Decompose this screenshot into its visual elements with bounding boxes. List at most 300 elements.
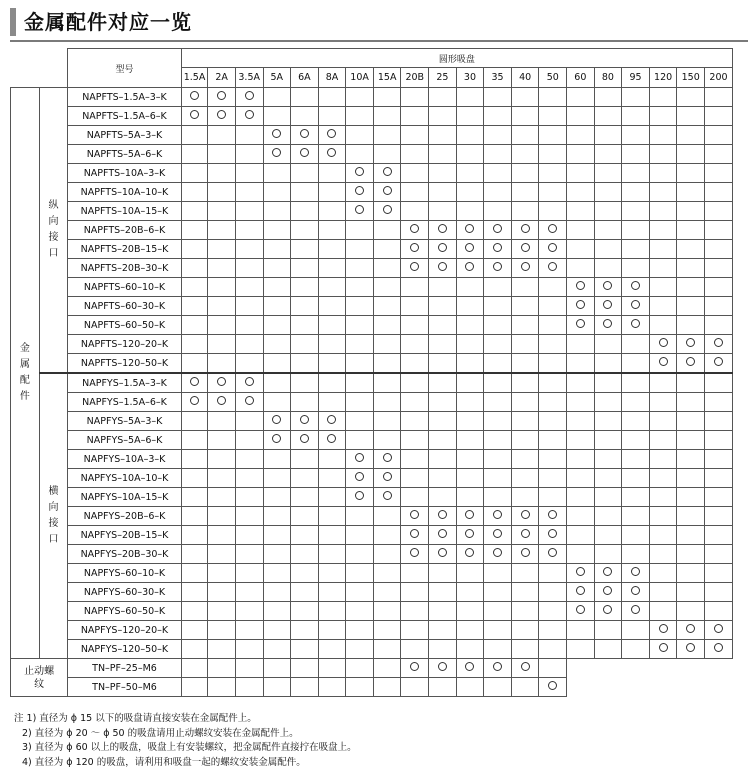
compat-cell: [456, 259, 484, 278]
compat-cell: [373, 373, 401, 393]
compat-cell: [622, 602, 650, 621]
compat-cell: [677, 335, 705, 354]
compat-cell: [677, 583, 705, 602]
compat-cell: [567, 431, 595, 450]
table-row: [11, 621, 733, 640]
compatible-mark-icon: [355, 453, 364, 462]
compat-cell: [318, 640, 346, 659]
compat-cell: [291, 202, 319, 221]
compatible-mark-icon: [438, 548, 447, 557]
compat-cell: [511, 507, 539, 526]
compat-cell: [649, 526, 677, 545]
compat-cell: [705, 297, 733, 316]
compat-cell: [429, 316, 457, 335]
compat-cell: [208, 107, 236, 126]
metal-fitting-label: 金属配件: [11, 88, 40, 659]
compat-cell: [208, 126, 236, 145]
compat-cell: [346, 507, 374, 526]
compat-cell: [539, 393, 567, 412]
compatible-mark-icon: [631, 567, 640, 576]
compatible-mark-icon: [438, 510, 447, 519]
compat-cell: [318, 164, 346, 183]
compat-cell: [401, 240, 429, 259]
compat-cell: [429, 450, 457, 469]
model-cell: NAPFTS–20B–30–K: [68, 259, 181, 278]
compat-cell: [649, 164, 677, 183]
compatible-mark-icon: [576, 586, 585, 595]
compat-cell: [181, 183, 208, 202]
compat-cell: [291, 431, 319, 450]
compatible-mark-icon: [190, 110, 199, 119]
compat-cell: [622, 316, 650, 335]
compat-cell: [208, 145, 236, 164]
size-header: 95: [622, 68, 650, 88]
compat-cell: [622, 412, 650, 431]
compat-cell: [291, 640, 319, 659]
compat-cell: [567, 602, 595, 621]
compat-cell: [511, 469, 539, 488]
compat-cell: [401, 564, 429, 583]
compat-cell: [291, 659, 319, 678]
compat-cell: [622, 450, 650, 469]
compat-cell: [622, 164, 650, 183]
compat-cell: [649, 412, 677, 431]
compat-cell: [511, 354, 539, 374]
compat-cell: [346, 126, 374, 145]
compat-cell: [373, 278, 401, 297]
compatible-mark-icon: [217, 110, 226, 119]
compat-cell: [511, 412, 539, 431]
compat-cell: [318, 621, 346, 640]
compat-cell: [235, 335, 263, 354]
compat-cell: [235, 431, 263, 450]
compat-cell: [456, 431, 484, 450]
compatible-mark-icon: [659, 643, 668, 652]
compat-cell: [649, 602, 677, 621]
compat-cell: [594, 126, 622, 145]
compat-cell: [429, 659, 457, 678]
compat-cell: [649, 126, 677, 145]
compat-cell: [484, 621, 512, 640]
compat-cell: [511, 126, 539, 145]
compat-cell: [539, 583, 567, 602]
compat-cell: [318, 659, 346, 678]
compat-cell: [235, 183, 263, 202]
compat-cell: [401, 88, 429, 107]
compat-cell: [484, 564, 512, 583]
compat-cell: [373, 259, 401, 278]
compat-cell: [705, 183, 733, 202]
compat-cell: [401, 583, 429, 602]
compat-cell: [594, 488, 622, 507]
compat-cell: [594, 621, 622, 640]
model-cell: NAPFYS–20B–6–K: [68, 507, 181, 526]
compatible-mark-icon: [548, 529, 557, 538]
compat-cell: [235, 640, 263, 659]
compat-cell: [567, 640, 595, 659]
size-header: 50: [539, 68, 567, 88]
compat-cell: [373, 202, 401, 221]
compat-cell: [373, 431, 401, 450]
compat-cell: [456, 393, 484, 412]
compat-cell: [511, 297, 539, 316]
compat-cell: [373, 145, 401, 164]
compat-cell: [373, 583, 401, 602]
compat-cell: [318, 564, 346, 583]
compat-cell: [539, 621, 567, 640]
compat-cell: [263, 602, 291, 621]
compat-cell: [649, 335, 677, 354]
note-3: 3) 直径为 ϕ 60 以上的吸盘，吸盘上有安装螺纹，把金属配件直接拧在吸盘上。: [22, 742, 357, 753]
compat-cell: [594, 507, 622, 526]
compat-cell: [373, 640, 401, 659]
compat-cell: [373, 564, 401, 583]
compat-cell: [567, 373, 595, 393]
compat-cell: [318, 526, 346, 545]
compat-cell: [567, 202, 595, 221]
compat-cell: [677, 221, 705, 240]
compat-cell: [484, 259, 512, 278]
compat-cell: [429, 240, 457, 259]
compat-cell: [235, 297, 263, 316]
compat-cell: [539, 659, 567, 678]
compat-cell: [429, 126, 457, 145]
compat-cell: [511, 393, 539, 412]
table-row: [11, 393, 733, 412]
compat-cell: [649, 88, 677, 107]
compat-cell: [208, 278, 236, 297]
compat-cell: [456, 488, 484, 507]
compatible-mark-icon: [355, 205, 364, 214]
compat-cell: [567, 488, 595, 507]
compat-cell: [318, 450, 346, 469]
compat-cell: [318, 145, 346, 164]
empty-area: [567, 678, 733, 697]
compatible-mark-icon: [217, 396, 226, 405]
compatible-mark-icon: [300, 434, 309, 443]
compat-cell: [373, 335, 401, 354]
compat-cell: [677, 450, 705, 469]
compat-cell: [677, 183, 705, 202]
compat-cell: [677, 602, 705, 621]
compat-cell: [539, 240, 567, 259]
compat-cell: [705, 602, 733, 621]
table-row: [11, 545, 733, 564]
compat-cell: [594, 640, 622, 659]
compat-cell: [208, 335, 236, 354]
compat-cell: [594, 450, 622, 469]
compat-cell: [263, 145, 291, 164]
compat-cell: [511, 88, 539, 107]
compat-cell: [181, 469, 208, 488]
compat-cell: [429, 221, 457, 240]
compat-cell: [429, 602, 457, 621]
compatible-mark-icon: [548, 224, 557, 233]
compat-cell: [484, 183, 512, 202]
compat-cell: [705, 221, 733, 240]
compat-cell: [208, 469, 236, 488]
compat-cell: [346, 240, 374, 259]
compatible-mark-icon: [300, 148, 309, 157]
compat-cell: [235, 545, 263, 564]
compat-cell: [539, 88, 567, 107]
table-row: [11, 373, 733, 393]
compat-cell: [346, 469, 374, 488]
compatible-mark-icon: [272, 415, 281, 424]
compat-cell: [429, 373, 457, 393]
compat-cell: [291, 259, 319, 278]
compat-cell: [235, 393, 263, 412]
compat-cell: [539, 278, 567, 297]
compatible-mark-icon: [631, 319, 640, 328]
compat-cell: [401, 450, 429, 469]
compat-cell: [594, 164, 622, 183]
header-corner: [11, 49, 68, 88]
compatibility-table: [10, 48, 733, 697]
compatible-mark-icon: [190, 396, 199, 405]
compatible-mark-icon: [631, 605, 640, 614]
compat-cell: [567, 316, 595, 335]
compat-cell: [622, 221, 650, 240]
compat-cell: [291, 335, 319, 354]
compat-cell: [429, 107, 457, 126]
compat-cell: [456, 469, 484, 488]
compatible-mark-icon: [465, 548, 474, 557]
compat-cell: [235, 145, 263, 164]
compat-cell: [677, 278, 705, 297]
compat-cell: [429, 412, 457, 431]
model-cell: NAPFTS–10A–15–K: [68, 202, 181, 221]
compat-cell: [263, 297, 291, 316]
stop-screw-label: 止动螺纹: [11, 659, 68, 697]
compat-cell: [346, 412, 374, 431]
compat-cell: [705, 488, 733, 507]
table-row: [11, 526, 733, 545]
compat-cell: [456, 659, 484, 678]
compat-cell: [622, 373, 650, 393]
compat-cell: [594, 583, 622, 602]
compat-cell: [181, 373, 208, 393]
compat-cell: [208, 450, 236, 469]
compat-cell: [263, 621, 291, 640]
compat-cell: [401, 183, 429, 202]
compatible-mark-icon: [659, 357, 668, 366]
compatible-mark-icon: [245, 396, 254, 405]
compat-cell: [622, 507, 650, 526]
compat-cell: [622, 431, 650, 450]
compat-cell: [401, 507, 429, 526]
compat-cell: [594, 431, 622, 450]
compatible-mark-icon: [631, 281, 640, 290]
notes: [14, 712, 357, 770]
compat-cell: [373, 297, 401, 316]
compat-cell: [373, 354, 401, 374]
compat-cell: [429, 583, 457, 602]
compat-cell: [401, 659, 429, 678]
compat-cell: [181, 564, 208, 583]
compat-cell: [649, 202, 677, 221]
table-row: [11, 202, 733, 221]
compat-cell: [622, 335, 650, 354]
header-row-1: [11, 49, 733, 68]
compat-cell: [429, 202, 457, 221]
compat-cell: [208, 393, 236, 412]
compatible-mark-icon: [548, 510, 557, 519]
compat-cell: [677, 259, 705, 278]
compat-cell: [263, 316, 291, 335]
compat-cell: [511, 640, 539, 659]
compat-cell: [539, 164, 567, 183]
compat-cell: [181, 602, 208, 621]
compatible-mark-icon: [603, 586, 612, 595]
compatible-mark-icon: [576, 567, 585, 576]
compat-cell: [346, 450, 374, 469]
compatible-mark-icon: [686, 338, 695, 347]
table-row: [11, 469, 733, 488]
compat-cell: [235, 202, 263, 221]
compat-cell: [429, 393, 457, 412]
compat-cell: [291, 145, 319, 164]
model-cell: NAPFTS–60–30–K: [68, 297, 181, 316]
compat-cell: [511, 488, 539, 507]
compat-cell: [705, 126, 733, 145]
compat-cell: [291, 412, 319, 431]
compat-cell: [429, 640, 457, 659]
compat-cell: [208, 412, 236, 431]
compat-cell: [401, 393, 429, 412]
compat-cell: [401, 488, 429, 507]
table-row: [11, 431, 733, 450]
compat-cell: [291, 526, 319, 545]
compat-cell: [401, 545, 429, 564]
compatible-mark-icon: [438, 243, 447, 252]
compat-cell: [705, 373, 733, 393]
compat-cell: [318, 507, 346, 526]
compat-cell: [429, 259, 457, 278]
compat-cell: [539, 526, 567, 545]
compat-cell: [649, 278, 677, 297]
compat-cell: [346, 583, 374, 602]
compat-cell: [456, 526, 484, 545]
compat-cell: [181, 412, 208, 431]
table-row: [11, 259, 733, 278]
compatible-mark-icon: [300, 129, 309, 138]
compat-cell: [649, 373, 677, 393]
compat-cell: [373, 221, 401, 240]
compat-cell: [511, 202, 539, 221]
compat-cell: [649, 431, 677, 450]
compat-cell: [677, 621, 705, 640]
compat-cell: [594, 240, 622, 259]
compat-cell: [346, 221, 374, 240]
compat-cell: [649, 469, 677, 488]
model-cell: NAPFYS–120–50–K: [68, 640, 181, 659]
compat-cell: [511, 183, 539, 202]
compat-cell: [291, 278, 319, 297]
compat-cell: [346, 335, 374, 354]
compat-cell: [291, 507, 319, 526]
compatible-mark-icon: [272, 129, 281, 138]
table-row: [11, 183, 733, 202]
compat-cell: [318, 602, 346, 621]
compat-cell: [649, 183, 677, 202]
compatible-mark-icon: [300, 415, 309, 424]
compat-cell: [263, 354, 291, 374]
compat-cell: [567, 107, 595, 126]
compat-cell: [373, 678, 401, 697]
compat-cell: [622, 88, 650, 107]
compat-cell: [235, 507, 263, 526]
compat-cell: [401, 373, 429, 393]
size-header: 2A: [208, 68, 236, 88]
compat-cell: [318, 107, 346, 126]
compat-cell: [511, 659, 539, 678]
compat-cell: [373, 602, 401, 621]
table-row: [11, 240, 733, 259]
compat-cell: [291, 621, 319, 640]
compat-cell: [567, 335, 595, 354]
compat-cell: [263, 583, 291, 602]
compat-cell: [291, 316, 319, 335]
compat-cell: [263, 564, 291, 583]
compat-cell: [511, 373, 539, 393]
compat-cell: [429, 507, 457, 526]
model-cell: NAPFYS–5A–3–K: [68, 412, 181, 431]
compat-cell: [567, 507, 595, 526]
table-row: [11, 602, 733, 621]
compat-cell: [622, 640, 650, 659]
compat-cell: [456, 202, 484, 221]
table-row: [11, 678, 733, 697]
compat-cell: [181, 259, 208, 278]
compat-cell: [649, 640, 677, 659]
compat-cell: [181, 145, 208, 164]
compat-cell: [539, 354, 567, 374]
compat-cell: [622, 564, 650, 583]
compat-cell: [346, 659, 374, 678]
compatible-mark-icon: [603, 281, 612, 290]
compat-cell: [235, 126, 263, 145]
table-row: [11, 583, 733, 602]
compat-cell: [456, 183, 484, 202]
compat-cell: [373, 621, 401, 640]
size-header: 6A: [291, 68, 319, 88]
compat-cell: [373, 393, 401, 412]
compat-cell: [677, 164, 705, 183]
compat-cell: [511, 526, 539, 545]
compat-cell: [208, 221, 236, 240]
compat-cell: [677, 640, 705, 659]
compat-cell: [484, 412, 512, 431]
compat-cell: [318, 545, 346, 564]
compat-cell: [567, 393, 595, 412]
compat-cell: [622, 393, 650, 412]
compatible-mark-icon: [521, 262, 530, 271]
compat-cell: [181, 297, 208, 316]
compat-cell: [677, 297, 705, 316]
compat-cell: [373, 412, 401, 431]
compat-cell: [318, 126, 346, 145]
size-header: 25: [429, 68, 457, 88]
compat-cell: [373, 88, 401, 107]
compatible-mark-icon: [521, 529, 530, 538]
compat-cell: [594, 145, 622, 164]
compat-cell: [181, 507, 208, 526]
compat-cell: [511, 221, 539, 240]
compat-cell: [208, 316, 236, 335]
compat-cell: [263, 640, 291, 659]
compat-cell: [567, 450, 595, 469]
